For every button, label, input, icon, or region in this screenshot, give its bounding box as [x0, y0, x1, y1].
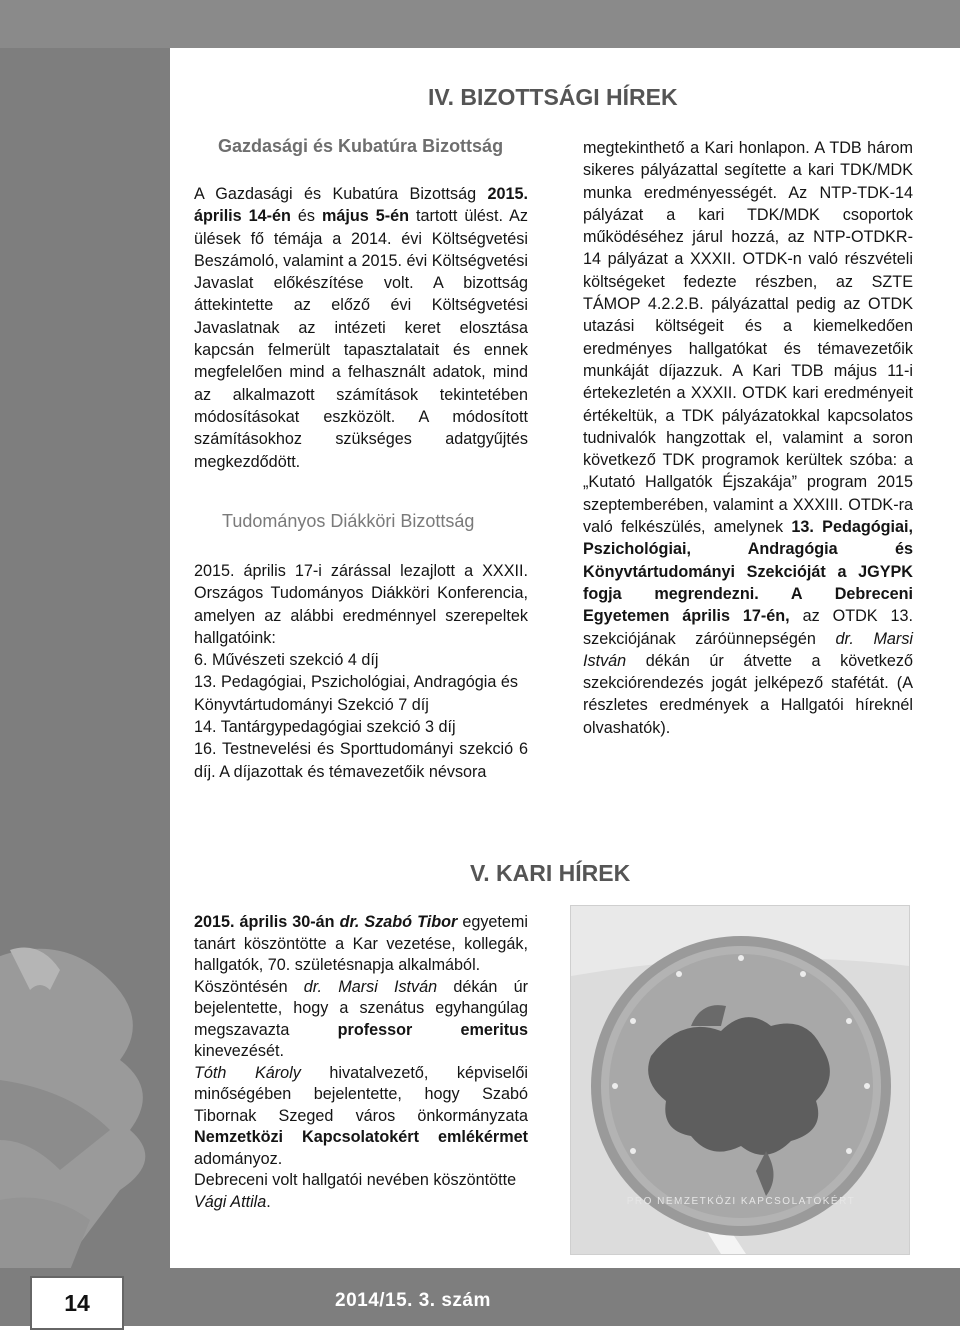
tdb-continued-paragraph: megtekinthető a Kari honlapon. A TDB három sikeres pályázattal segítette a kari TDK/MDK munka eredményességét. Az NTP-TDK-14 pályázat a kari TDK/MDK csoportok működéséhez járul hozzá, az NTP-OTDKR-14 pályázat a XXXII. OTDK-n való részvételi költségeket fedezte részben, az SZTE TÁMOP 4.2.2.B. pályázattal pedig az OTDK utazási költségeit és a kiemelkedően eredményes hallgatókat és témavezetőik munkáját díjazzuk. A Kari TDB május 11-i értekezletén a XXXII. OTDK kari eredményeit értékeltük, a TDK pályázatokkal kapcsolatos tudnivalók hangzottak el, valamint a soron következő TDK programok kerültek szóba: a „Kutató Hallgatók Éjszakája” program 2015 szeptemberében, valamint a XXXIII. OTDK-ra való felkészülés, amelynek 13. Pedagógiai, Pszichológiai, Andragógia és Könyvtártudományi Szekcióját a JGYPK fogja megrendezni. A Debreceni Egyetemen április 17-én, az OTDK 13. szekciójának záróünnepségén dr. Marsi István dékán úr átvette a következő szekciórendezés jogát jelképező stafétát. (A részletes eredmények a Hallgatói híreknél olvashatók). [583, 139, 914, 737]
kari-hirek-column [194, 912, 528, 1213]
page-number: 14 [30, 1276, 124, 1330]
tdb-result-item: 16. Testnevelési és Sporttudományi szekció 6 díj. A díjazottak és témavezetőik névsora [194, 740, 528, 781]
tdb-result-item: 13. Pedagógiai, Pszichológiai, Andragógia és Könyvtártudományi Szekció 7 díj [194, 673, 518, 714]
gazdasagi-paragraph: A Gazdasági és Kubatúra Bizottság 2015. április 14-én és május 5-én tartott ülést. Az ülések fő témája a 2014. évi Költségvetési Beszámoló, valamint a 2015. évi Költségvetési Javaslat előkészítése volt. A bizottság áttekintette az előző évi Költségvetési Javaslatnak az intézeti keret elosztása kapcsán felmerült tapasztalatait és ennek megfelelően mind a felhasznált adatok, mind az alkalmazott számítások tekintetében módosításokat eszközölt. A módosított számításokhoz szükséges adatgyűjtés megkezdődött. [194, 185, 528, 471]
section-heading-bizottsagi: IV. BIZOTTSÁGI HÍREK [428, 84, 678, 110]
top-band [0, 0, 960, 48]
issue-label: 2014/15. 3. szám [335, 1290, 491, 1311]
right-column [583, 137, 913, 739]
medal-inscription: PRO NEMZETKÖZI KAPCSOLATOKÉRT [626, 1196, 856, 1207]
tdb-result-item: 6. Művészeti szekció 4 díj [194, 651, 379, 670]
subheading-gazdasagi: Gazdasági és Kubatúra Bizottság [218, 136, 504, 156]
sidebar-band [0, 0, 170, 1326]
kari-paragraph-4: Debreceni volt hallgatói nevében köszöntötte Vági Attila. [194, 1171, 517, 1211]
left-column [194, 183, 528, 473]
medal-image [571, 906, 909, 1254]
subheading-tdb: Tudományos Diákköri Bizottság [222, 511, 475, 531]
kari-paragraph-2: Köszöntésén dr. Marsi István dékán úr bejelentette, hogy a szenátus egyhangúlag megszavazta professor emeritus kinevezését. [194, 977, 529, 1060]
medal-photo [570, 905, 910, 1255]
kari-paragraph-1: 2015. április 30-án dr. Szabó Tibor egyetemi tanárt köszöntötte a Kar vezetése, kollegák, hallgatók, 70. születésnapja alkalmából. [194, 913, 528, 974]
eagle-emblem-icon [0, 940, 170, 1270]
tdb-result-item: 14. Tantárgypedagógiai szekció 3 díj [194, 718, 456, 737]
left-column-tdb [194, 560, 528, 783]
kari-paragraph-3: Tóth Károly hivatalvezető, képviselői minőségében bejelentette, hogy Szabó Tibornak Szeged város önkormányzata Nemzetközi Kapcsolatokért emlékérmet adományoz. [194, 1063, 528, 1168]
tdb-intro: 2015. április 17-i zárással lezajlott a XXXII. Országos Tudományos Diákköri Konferencia, amelyen az alábbi eredménnyel szerepeltek hallgatóink: [194, 562, 528, 647]
section-heading-kari: V. KARI HÍREK [470, 860, 631, 886]
